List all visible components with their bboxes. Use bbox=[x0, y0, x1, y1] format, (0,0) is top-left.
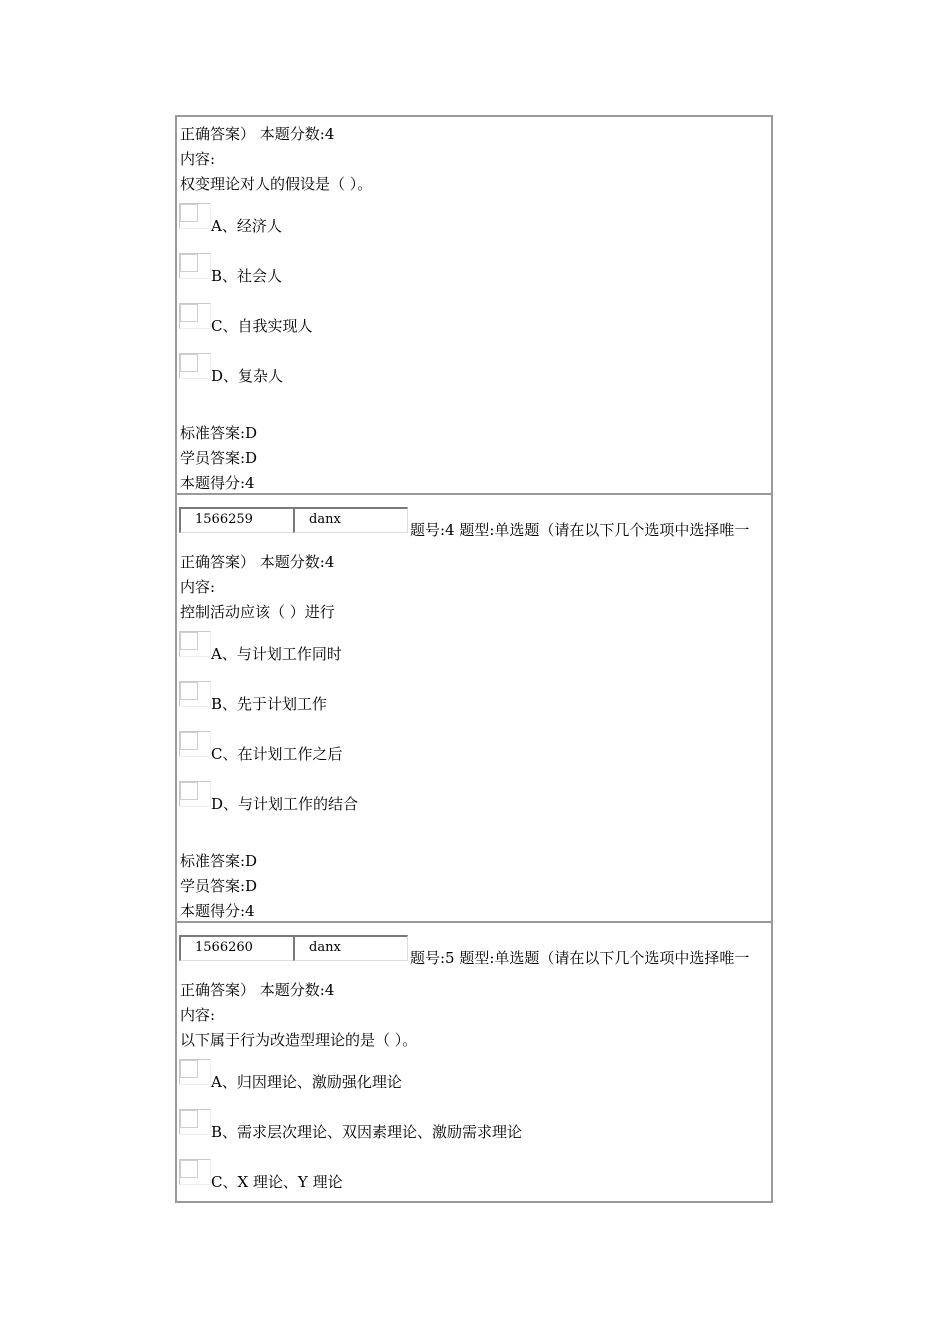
option-c-label: C、在计划工作之后 bbox=[211, 745, 343, 763]
content-label: 内容: bbox=[180, 150, 216, 168]
option-b-label: B、需求层次理论、双因素理论、激励需求理论 bbox=[211, 1123, 523, 1141]
standard-answer: 标准答案:D bbox=[180, 852, 258, 870]
option-d-label: D、复杂人 bbox=[211, 367, 284, 385]
student-answer: 学员答案:D bbox=[180, 877, 258, 895]
option-c-checkbox[interactable] bbox=[179, 303, 211, 329]
student-answer: 学员答案:D bbox=[180, 449, 258, 467]
option-d-checkbox[interactable] bbox=[179, 781, 211, 807]
option-c-label: C、自我实现人 bbox=[211, 317, 313, 335]
option-d-checkbox[interactable] bbox=[179, 353, 211, 379]
question-title: 题号:4 题型:单选题（请在以下几个选项中选择唯一 bbox=[410, 521, 750, 539]
option-b-checkbox[interactable] bbox=[179, 1109, 211, 1135]
option-c-checkbox[interactable] bbox=[179, 731, 211, 757]
question-header: 正确答案） 本题分数:4 bbox=[180, 125, 335, 143]
option-a-label: A、与计划工作同时 bbox=[211, 645, 342, 663]
option-a-label: A、归因理论、激励强化理论 bbox=[211, 1073, 402, 1091]
question-type-field[interactable]: danx bbox=[293, 935, 408, 961]
option-b-label: B、先于计划工作 bbox=[211, 695, 328, 713]
standard-answer: 标准答案:D bbox=[180, 424, 258, 442]
option-a-checkbox[interactable] bbox=[179, 203, 211, 229]
option-b-checkbox[interactable] bbox=[179, 253, 211, 279]
question-header: 正确答案） 本题分数:4 bbox=[180, 553, 335, 571]
question-text: 权变理论对人的假设是（ ）。 bbox=[180, 175, 373, 193]
earned-score: 本题得分:4 bbox=[180, 902, 255, 920]
question-list-frame bbox=[175, 115, 773, 1203]
question-divider bbox=[177, 493, 771, 495]
option-b-label: B、社会人 bbox=[211, 267, 283, 285]
question-title: 题号:5 题型:单选题（请在以下几个选项中选择唯一 bbox=[410, 949, 750, 967]
option-a-checkbox[interactable] bbox=[179, 631, 211, 657]
option-c-label: C、X 理论、Y 理论 bbox=[211, 1173, 343, 1191]
option-d-label: D、与计划工作的结合 bbox=[211, 795, 359, 813]
content-label: 内容: bbox=[180, 578, 216, 596]
option-a-checkbox[interactable] bbox=[179, 1059, 211, 1085]
question-id-field[interactable]: 1566259 bbox=[179, 507, 294, 533]
question-divider bbox=[177, 921, 771, 923]
content-label: 内容: bbox=[180, 1006, 216, 1024]
earned-score: 本题得分:4 bbox=[180, 474, 255, 492]
option-a-label: A、经济人 bbox=[211, 217, 282, 235]
question-text: 控制活动应该（ ）进行 bbox=[180, 603, 335, 621]
question-type-field[interactable]: danx bbox=[293, 507, 408, 533]
question-header: 正确答案） 本题分数:4 bbox=[180, 981, 335, 999]
option-b-checkbox[interactable] bbox=[179, 681, 211, 707]
question-text: 以下属于行为改造型理论的是（ ）。 bbox=[180, 1031, 418, 1049]
option-c-checkbox[interactable] bbox=[179, 1159, 211, 1185]
question-id-field[interactable]: 1566260 bbox=[179, 935, 294, 961]
